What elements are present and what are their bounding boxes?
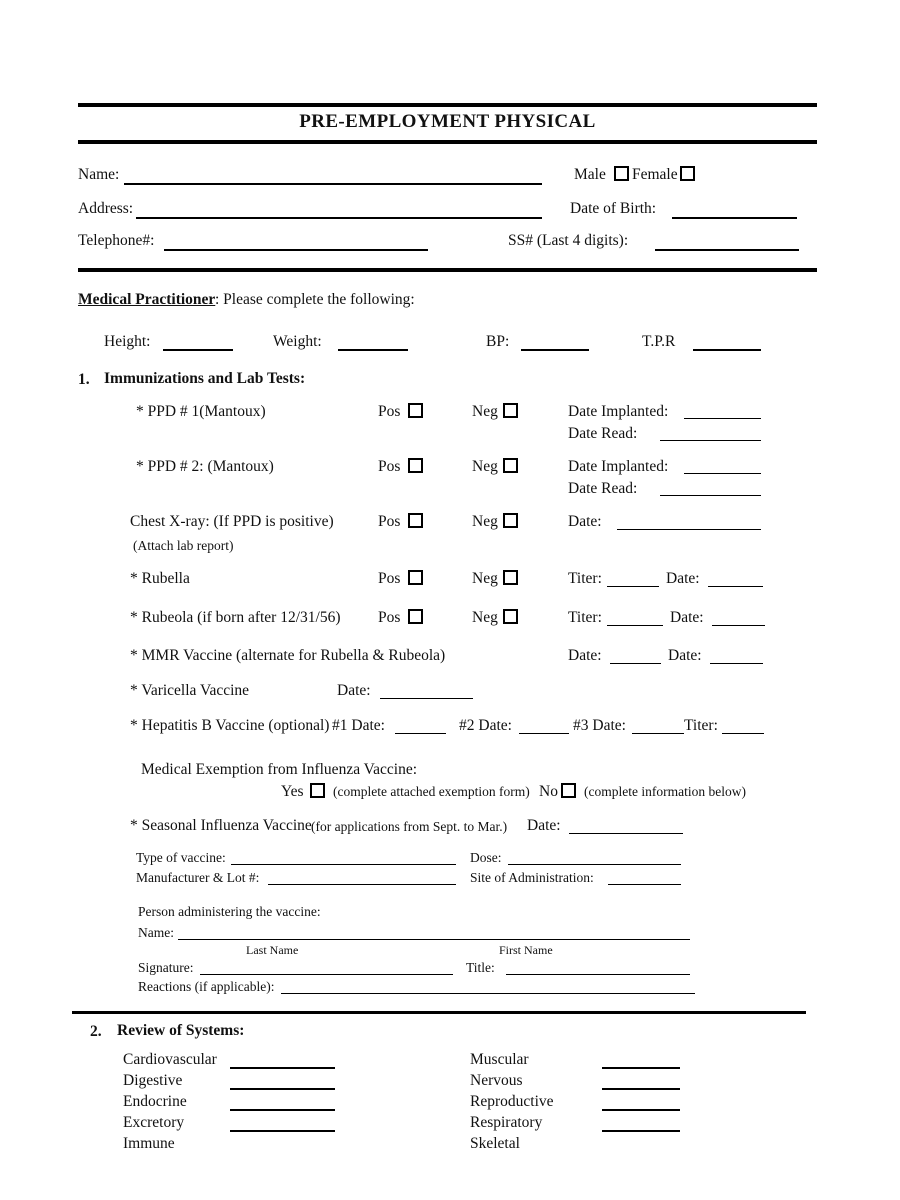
page-title: PRE-EMPLOYMENT PHYSICAL	[299, 111, 596, 132]
influenza-note: (for applications from Sept. to Mar.)	[311, 819, 508, 834]
ros-left-item-1: Digestive	[123, 1072, 183, 1089]
mmr-date1-label: Date:	[568, 647, 602, 664]
rubeola-date-line[interactable]	[712, 625, 765, 626]
section1-title: Immunizations and Lab Tests:	[104, 370, 306, 387]
ros-right-item-3: Respiratory	[470, 1114, 543, 1131]
rubeola-date-label: Date:	[670, 609, 704, 626]
practitioner-heading-rest: : Please complete the following:	[215, 291, 415, 308]
address-input-line[interactable]	[136, 217, 542, 219]
practitioner-heading: Medical Practitioner	[78, 291, 216, 308]
ssn-label: SS# (Last 4 digits):	[508, 232, 629, 249]
mmr-label: * MMR Vaccine (alternate for Rubella & Rubeola)	[130, 647, 446, 664]
exemption-heading: Medical Exemption from Influenza Vaccine:	[141, 761, 418, 778]
type-of-vaccine-label: Type of vaccine:	[136, 850, 226, 865]
administrator-name-line[interactable]	[178, 939, 690, 940]
hepb-d2-label: #2 Date:	[459, 717, 512, 734]
influenza-date-label: Date:	[527, 817, 561, 834]
site-of-administration-label: Site of Administration:	[470, 870, 594, 885]
title-bottom-rule	[78, 140, 817, 144]
ppd1-date-read-label: Date Read:	[568, 425, 638, 442]
ppd2-date-implanted-label: Date Implanted:	[568, 458, 669, 475]
ppd1-label: * PPD # 1(Mantoux)	[136, 403, 266, 420]
practitioner-top-rule	[78, 268, 817, 272]
ros-left-item-4: Immune	[123, 1135, 175, 1152]
exemption-no-note: (complete information below)	[584, 784, 746, 799]
chest-xray-label: Chest X-ray: (If PPD is positive)	[130, 513, 334, 530]
dose-label: Dose:	[470, 850, 502, 865]
ros-left-line-1[interactable]	[230, 1088, 335, 1090]
name-label: Name:	[78, 166, 120, 183]
weight-input-line[interactable]	[338, 349, 408, 351]
dob-label: Date of Birth:	[570, 200, 657, 217]
mmr-date2-label: Date:	[668, 647, 702, 664]
chest-xray-date-label: Date:	[568, 513, 602, 530]
telephone-label: Telephone#:	[78, 232, 155, 249]
chest-xray-pos-checkbox[interactable]	[408, 513, 423, 528]
section2-title: Review of Systems:	[117, 1022, 245, 1039]
ros-left-line-3[interactable]	[230, 1130, 335, 1132]
chest-xray-neg-checkbox[interactable]	[503, 513, 518, 528]
rubella-neg-checkbox[interactable]	[503, 570, 518, 585]
chest-xray-sublabel: (Attach lab report)	[133, 538, 234, 553]
ros-right-line-1[interactable]	[602, 1088, 680, 1090]
ppd1-date-implanted-label: Date Implanted:	[568, 403, 669, 420]
last-name-caption: Last Name	[246, 943, 299, 957]
female-checkbox[interactable]	[680, 166, 695, 181]
chest-xray-date-line[interactable]	[617, 529, 761, 530]
hepb-d2-line[interactable]	[519, 733, 569, 734]
ros-right-line-2[interactable]	[602, 1109, 680, 1111]
address-label: Address:	[78, 200, 134, 217]
rubella-date-label: Date:	[666, 570, 700, 587]
first-name-caption: First Name	[499, 943, 553, 957]
rubella-pos-label: Pos	[378, 570, 401, 587]
rubeola-titer-label: Titer:	[568, 609, 602, 626]
varicella-date-label: Date:	[337, 682, 371, 699]
telephone-input-line[interactable]	[164, 249, 428, 251]
ppd2-neg-label: Neg	[472, 458, 498, 475]
rubella-label: * Rubella	[130, 570, 190, 587]
chest-xray-neg-label: Neg	[472, 513, 498, 530]
ppd2-neg-checkbox[interactable]	[503, 458, 518, 473]
manufacturer-label: Manufacturer & Lot #:	[136, 870, 260, 885]
ppd2-date-read-line[interactable]	[660, 495, 761, 496]
manufacturer-line[interactable]	[268, 884, 456, 885]
dose-line[interactable]	[508, 864, 681, 865]
ppd1-neg-label: Neg	[472, 403, 498, 420]
bp-label: BP:	[486, 333, 510, 350]
rubella-pos-checkbox[interactable]	[408, 570, 423, 585]
ros-right-line-3[interactable]	[602, 1130, 680, 1132]
site-of-administration-line[interactable]	[608, 884, 681, 885]
rubella-date-line[interactable]	[708, 586, 763, 587]
ppd1-neg-checkbox[interactable]	[503, 403, 518, 418]
hepb-d3-line[interactable]	[632, 733, 684, 734]
hepb-d1-label: #1 Date:	[332, 717, 385, 734]
influenza-label: * Seasonal Influenza Vaccine	[130, 817, 312, 834]
rubella-titer-label: Titer:	[568, 570, 602, 587]
ros-right-item-0: Muscular	[470, 1051, 529, 1068]
exemption-no-label: No	[539, 783, 558, 800]
ros-left-line-2[interactable]	[230, 1109, 335, 1111]
signature-label: Signature:	[138, 960, 194, 975]
ppd2-date-read-label: Date Read:	[568, 480, 638, 497]
ros-right-item-4: Skeletal	[470, 1135, 520, 1152]
mmr-date1-line[interactable]	[610, 663, 661, 664]
section2-top-rule	[72, 1011, 806, 1014]
exemption-yes-note: (complete attached exemption form)	[333, 784, 530, 799]
rubella-neg-label: Neg	[472, 570, 498, 587]
tpr-input-line[interactable]	[693, 349, 761, 351]
type-of-vaccine-line[interactable]	[231, 864, 456, 865]
varicella-date-line[interactable]	[380, 698, 473, 699]
section1-number: 1.	[78, 371, 90, 388]
ppd1-pos-checkbox[interactable]	[408, 403, 423, 418]
rubeola-titer-line[interactable]	[607, 625, 663, 626]
ppd2-date-implanted-line[interactable]	[684, 473, 761, 474]
mmr-date2-line[interactable]	[710, 663, 763, 664]
administrator-heading: Person administering the vaccine:	[138, 904, 321, 919]
reactions-label: Reactions (if applicable):	[138, 979, 275, 994]
bp-input-line[interactable]	[521, 349, 589, 351]
ros-left-item-3: Excretory	[123, 1114, 185, 1131]
ppd1-date-read-line[interactable]	[660, 440, 761, 441]
name-input-line[interactable]	[124, 183, 542, 185]
exemption-yes-label: Yes	[281, 783, 304, 800]
title-top-rule	[78, 103, 817, 107]
hepb-titer-label: Titer:	[684, 717, 718, 734]
ppd2-pos-label: Pos	[378, 458, 401, 475]
ppd2-label: * PPD # 2: (Mantoux)	[136, 458, 274, 475]
varicella-label: * Varicella Vaccine	[130, 682, 250, 699]
weight-label: Weight:	[273, 333, 322, 350]
reactions-line[interactable]	[281, 993, 695, 994]
exemption-no-checkbox[interactable]	[561, 783, 576, 798]
male-checkbox[interactable]	[614, 166, 629, 181]
rubeola-pos-checkbox[interactable]	[408, 609, 423, 624]
rubeola-label: * Rubeola (if born after 12/31/56)	[130, 609, 341, 626]
administrator-title-label: Title:	[466, 960, 495, 975]
ppd2-pos-checkbox[interactable]	[408, 458, 423, 473]
ssn-input-line[interactable]	[655, 249, 799, 251]
chest-xray-pos-label: Pos	[378, 513, 401, 530]
ros-right-item-2: Reproductive	[470, 1093, 554, 1110]
ros-right-item-1: Nervous	[470, 1072, 523, 1089]
rubeola-neg-label: Neg	[472, 609, 498, 626]
rubeola-neg-checkbox[interactable]	[503, 609, 518, 624]
dob-input-line[interactable]	[672, 217, 797, 219]
height-input-line[interactable]	[163, 349, 233, 351]
administrator-title-line[interactable]	[506, 974, 690, 975]
height-label: Height:	[104, 333, 151, 350]
signature-line[interactable]	[200, 974, 453, 975]
hepb-d3-label: #3 Date:	[573, 717, 626, 734]
rubeola-pos-label: Pos	[378, 609, 401, 626]
administrator-name-label: Name:	[138, 925, 174, 940]
section2-number: 2.	[90, 1023, 102, 1040]
influenza-date-line[interactable]	[569, 833, 683, 834]
ros-left-line-0[interactable]	[230, 1067, 335, 1069]
female-label: Female	[632, 166, 678, 183]
exemption-yes-checkbox[interactable]	[310, 783, 325, 798]
ppd1-date-implanted-line[interactable]	[684, 418, 761, 419]
rubella-titer-line[interactable]	[607, 586, 659, 587]
male-label: Male	[574, 166, 606, 183]
ppd1-pos-label: Pos	[378, 403, 401, 420]
ros-left-item-0: Cardiovascular	[123, 1051, 217, 1068]
tpr-label: T.P.R	[642, 333, 676, 350]
ros-left-item-2: Endocrine	[123, 1093, 187, 1110]
hepb-d1-line[interactable]	[395, 733, 446, 734]
hepb-titer-line[interactable]	[722, 733, 764, 734]
ros-right-line-0[interactable]	[602, 1067, 680, 1069]
hepb-label: * Hepatitis B Vaccine (optional)	[130, 717, 330, 734]
